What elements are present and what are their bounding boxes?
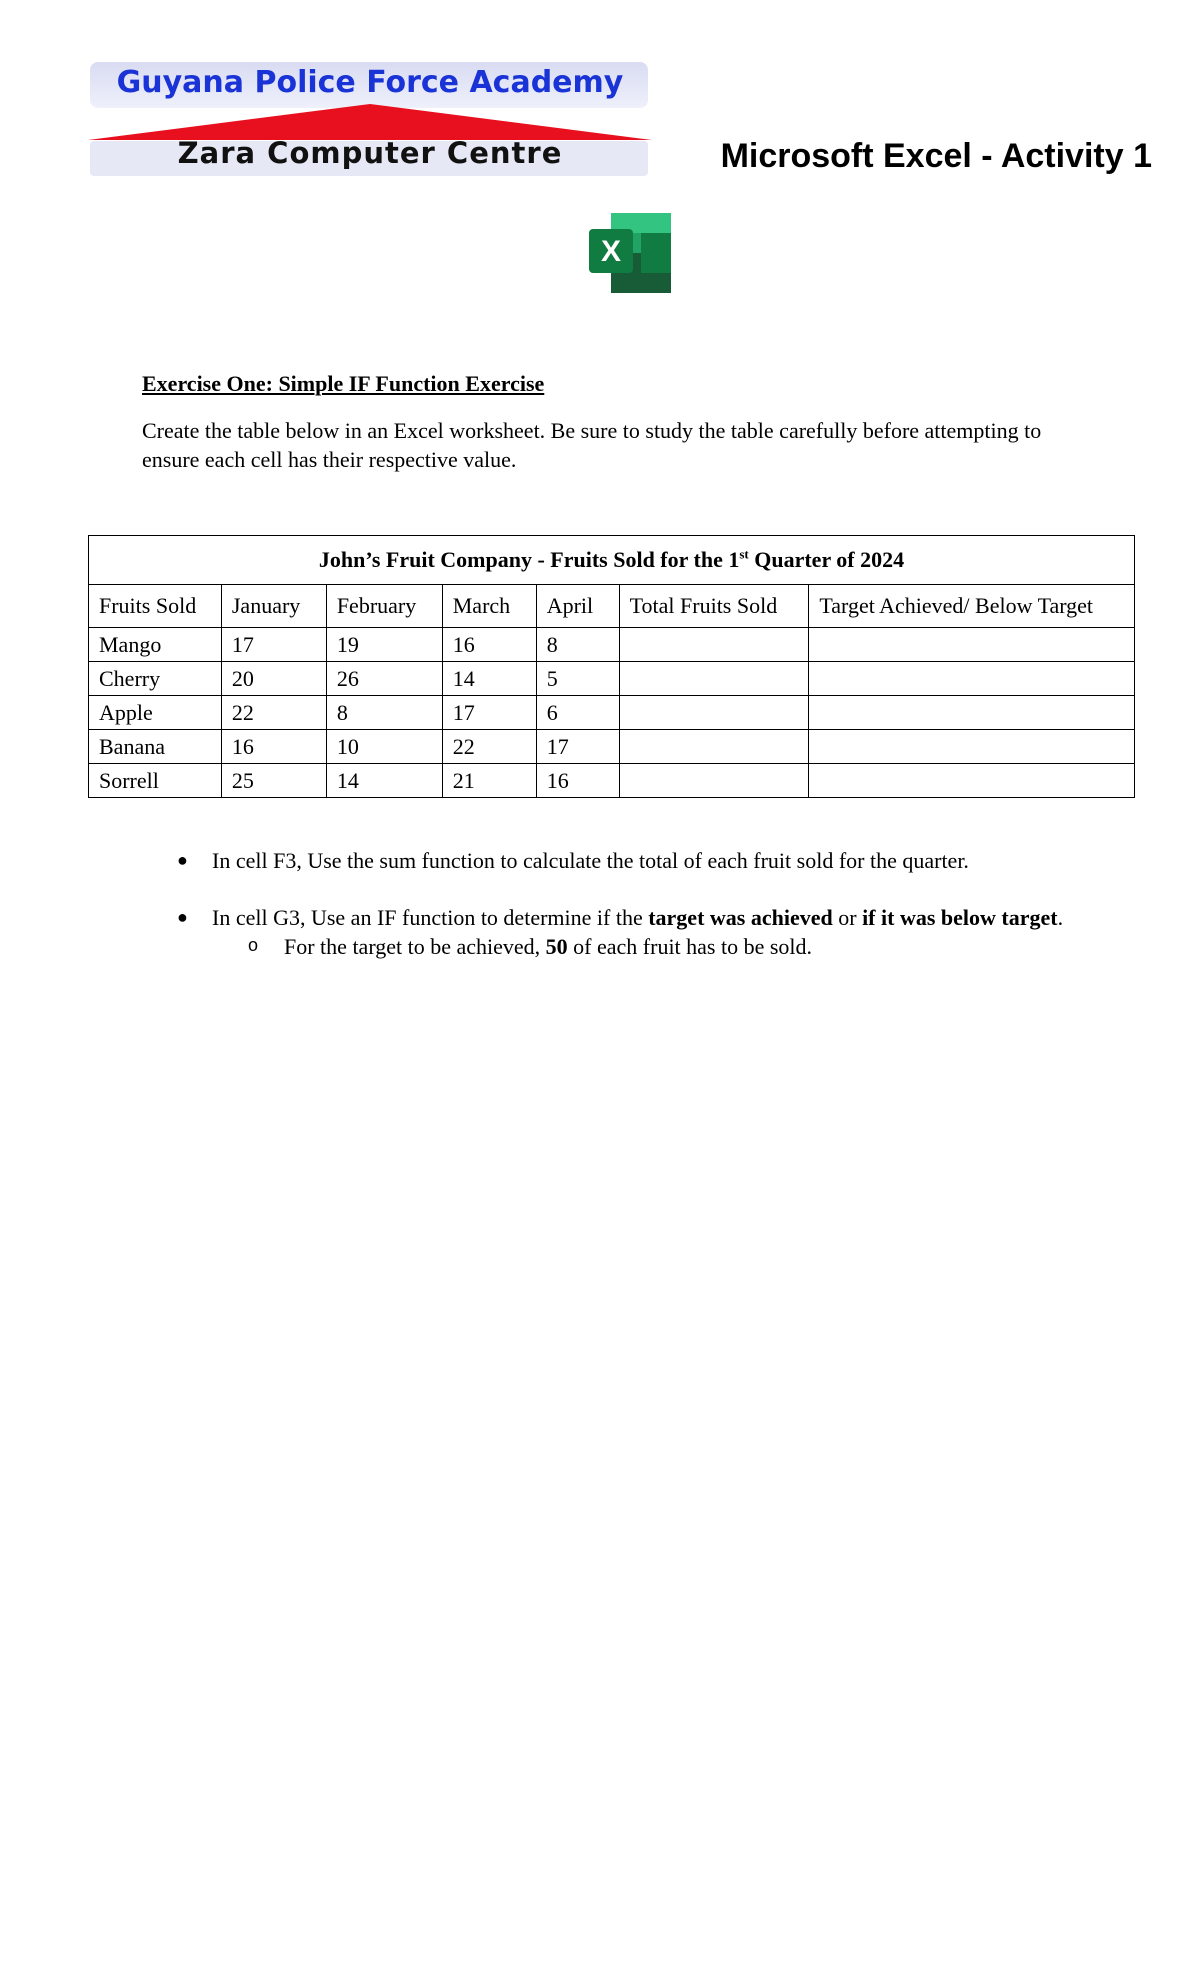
table-cell: 19 <box>326 628 442 662</box>
table-cell: 20 <box>221 662 326 696</box>
table-row <box>89 662 1135 696</box>
instruction-text: For the target to be achieved, <box>284 934 546 959</box>
table-row <box>89 696 1135 730</box>
table-cell: Mango <box>89 628 222 662</box>
sub-bullet-icon: o <box>248 935 259 955</box>
list-item <box>142 903 1102 932</box>
table-cell: 14 <box>326 764 442 798</box>
table-cell <box>809 764 1135 798</box>
table-cell <box>619 662 809 696</box>
fruit-sales-table <box>88 535 1135 798</box>
table-cell <box>809 662 1135 696</box>
table-title <box>89 536 1135 585</box>
table-cell: Cherry <box>89 662 222 696</box>
table-cell <box>619 730 809 764</box>
exercise-intro: Create the table below in an Excel worksheet. Be sure to study the table carefully before attempting to ensure each cell has their respective value. <box>142 418 1042 472</box>
instruction-list <box>142 846 1102 961</box>
table-cell: Banana <box>89 730 222 764</box>
column-header: March <box>442 585 536 628</box>
table-header-row <box>89 585 1135 628</box>
column-header: Target Achieved/ Below Target <box>809 585 1135 628</box>
table-cell: 6 <box>536 696 619 730</box>
document-title: Microsoft Excel - Activity 1 <box>720 137 1152 175</box>
table-row <box>89 764 1135 798</box>
instruction-bold: if it was below target <box>862 905 1058 930</box>
table-cell <box>619 628 809 662</box>
column-header: January <box>221 585 326 628</box>
instruction-text: In cell F3, Use the sum function to calculate the total of each fruit sold for the quarter. <box>212 848 969 873</box>
academy-logo <box>86 60 654 178</box>
table-cell: 25 <box>221 764 326 798</box>
column-header: April <box>536 585 619 628</box>
exercise-heading: Exercise One: Simple IF Function Exercise <box>142 371 545 396</box>
bullet-icon: ● <box>177 907 188 927</box>
table-cell <box>619 764 809 798</box>
sub-list-item <box>142 932 1102 961</box>
table-cell: 16 <box>221 730 326 764</box>
table-title-row <box>89 536 1135 585</box>
column-header: Total Fruits Sold <box>619 585 809 628</box>
instruction-text: or <box>832 905 863 930</box>
table-row <box>89 730 1135 764</box>
logo-red-roof <box>88 104 652 140</box>
column-header: Fruits Sold <box>89 585 222 628</box>
bullet-icon: ● <box>177 850 188 870</box>
table-cell: 8 <box>536 628 619 662</box>
excel-icon-letter: X <box>600 235 622 268</box>
table-cell <box>619 696 809 730</box>
table-cell: 10 <box>326 730 442 764</box>
logo-bottom-text: Zara Computer Centre <box>177 136 563 170</box>
table-title-superscript: st <box>739 546 749 562</box>
table-cell: Sorrell <box>89 764 222 798</box>
instruction-text: In cell G3, Use an IF function to determine if the <box>212 905 649 930</box>
excel-icon <box>589 213 673 293</box>
table-cell: 17 <box>221 628 326 662</box>
table-cell <box>809 730 1135 764</box>
column-header: February <box>326 585 442 628</box>
instruction-text: . <box>1057 905 1064 930</box>
table-title-text-end: Quarter of 2024 <box>748 547 905 572</box>
table-cell: 21 <box>442 764 536 798</box>
instruction-text: of each fruit has to be sold. <box>567 934 813 959</box>
table-cell: 14 <box>442 662 536 696</box>
table-cell <box>809 628 1135 662</box>
table-cell: 16 <box>536 764 619 798</box>
table-cell: 16 <box>442 628 536 662</box>
table-cell: 17 <box>536 730 619 764</box>
instruction-bold: 50 <box>545 934 568 959</box>
table-cell <box>809 696 1135 730</box>
table-cell: 22 <box>221 696 326 730</box>
table-cell: 8 <box>326 696 442 730</box>
table-cell: Apple <box>89 696 222 730</box>
table-cell: 17 <box>442 696 536 730</box>
table-row <box>89 628 1135 662</box>
instruction-bold: target was achieved <box>648 905 833 930</box>
table-cell: 5 <box>536 662 619 696</box>
table-title-text: John’s Fruit Company - Fruits Sold for the 1 <box>318 547 740 572</box>
logo-top-text: Guyana Police Force Academy <box>116 65 624 100</box>
table-cell: 26 <box>326 662 442 696</box>
table-cell: 22 <box>442 730 536 764</box>
list-item <box>142 846 1102 875</box>
